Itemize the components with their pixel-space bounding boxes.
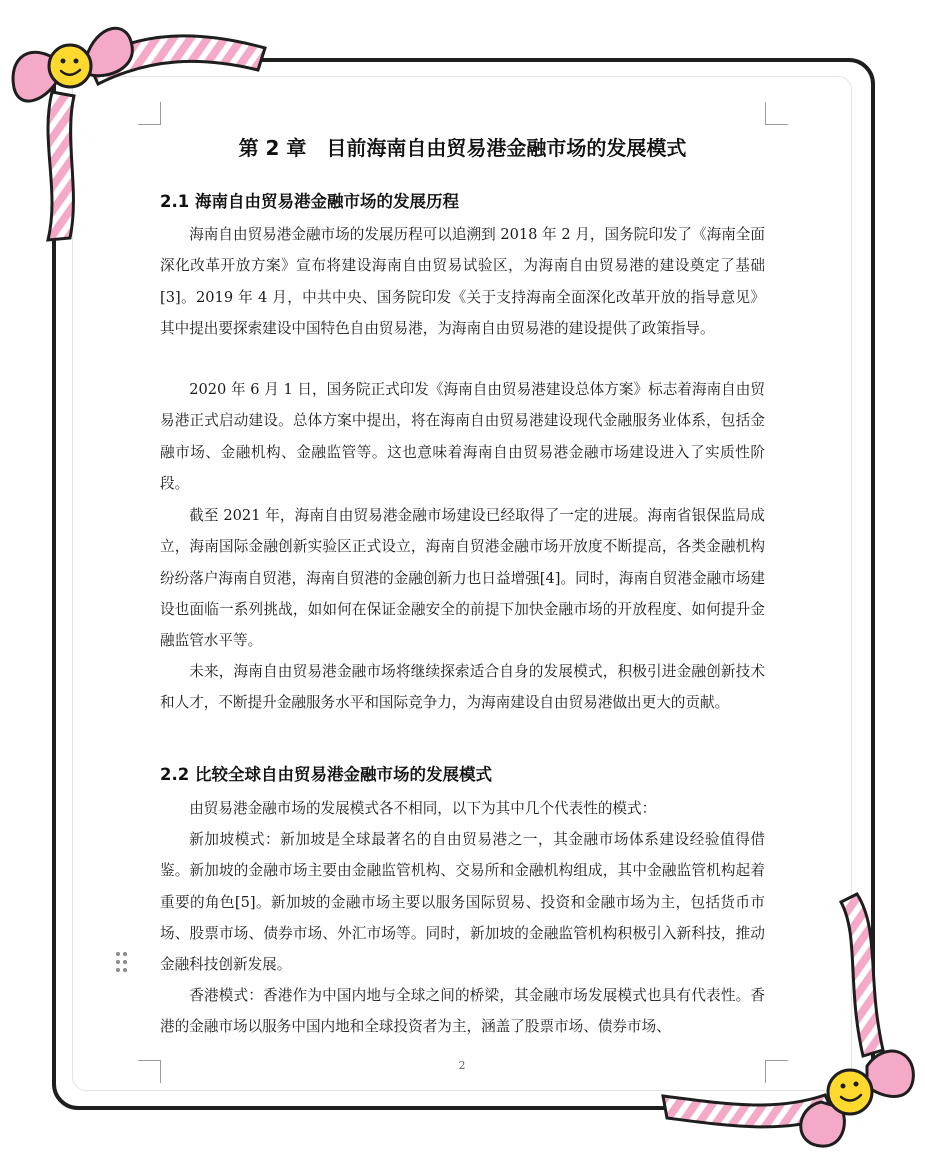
section-heading-2-1: 2.1 海南自由贸易港金融市场的发展历程 [160,192,459,211]
bow-ribbon-icon [0,0,280,250]
paragraph: 截至 2021 年，海南自由贸易港金融市场建设已经取得了一定的进展。海南省银保监局成立，海南国际金融创新实验区正式设立，海南自贸港金融市场开放度不断提高，各类金融机构纷纷落户海南自贸港，海南自贸港的金融创新力也日益增强[4]。同时，海南自贸港金融市场建设也面临一系列挑战，如如何在保证金融安全的前提下加快金融市场的开放程度、如何提升金融监管水平等。 [160,507,765,650]
paragraph: 海南自由贸易港金融市场的发展历程可以追溯到 2018 年 2 月，国务院印发了《海南全面深化改革开放方案》宣布将建设海南自由贸易试验区，为海南自由贸易港的建设奠定了基础[3]。2019 年 4 月，中共中央、国务院印发《关于支持海南全面深化改革开放的指导意见》其中提出要探索建设中国特色自由贸易港，为海南自由贸易港的建设提供了政策指导。 [160,226,765,337]
crop-mark-top-right [765,102,788,125]
paragraph: 由贸易港金融市场的发展模式各不相同，以下为其中几个代表性的模式： [189,800,657,817]
page-number: 2 [458,1059,466,1072]
crop-mark-bottom-left [138,1060,161,1083]
paragraph: 新加坡模式：新加坡是全球最著名的自由贸易港之一，其金融市场体系建设经验值得借鉴。新加坡的金融市场主要由金融监管机构、交易所和金融机构组成，其中金融监管机构起着重要的角色[5]。新加坡的金融市场主要以服务国际贸易、投资和金融市场为主，包括货币市场、股票市场、债券市场、外汇市场等。同时，新加坡的金融监管机构积极引入新科技，推动金融科技创新发展。 [160,831,765,974]
paragraph: 未来，海南自由贸易港金融市场将继续探索适合自身的发展模式，积极引进金融创新技术和人才，不断提升金融服务水平和国际竞争力，为海南建设自由贸易港做出更大的贡献。 [160,663,765,712]
drag-handle-icon[interactable] [115,950,129,974]
chapter-title: 第 2 章 目前海南自由贸易港金融市场的发展模式 [238,136,687,160]
paragraph: 香港模式：香港作为中国内地与全球之间的桥梁，其金融市场发展模式也具有代表性。香港的金融市场以服务中国内地和全球投资者为主，涵盖了股票市场、债券市场、 [160,987,765,1036]
bow-ribbon-icon [645,890,925,1167]
paragraph: 2020 年 6 月 1 日，国务院正式印发《海南自由贸易港建设总体方案》标志着海南自由贸易港正式启动建设。总体方案中提出，将在海南自由贸易港建设现代金融服务业体系，包括金融市场、金融机构、金融监管等。这也意味着海南自由贸易港金融市场建设进入了实质性阶段。 [160,381,765,492]
section-heading-2-2: 2.2 比较全球自由贸易港金融市场的发展模式 [160,765,492,784]
